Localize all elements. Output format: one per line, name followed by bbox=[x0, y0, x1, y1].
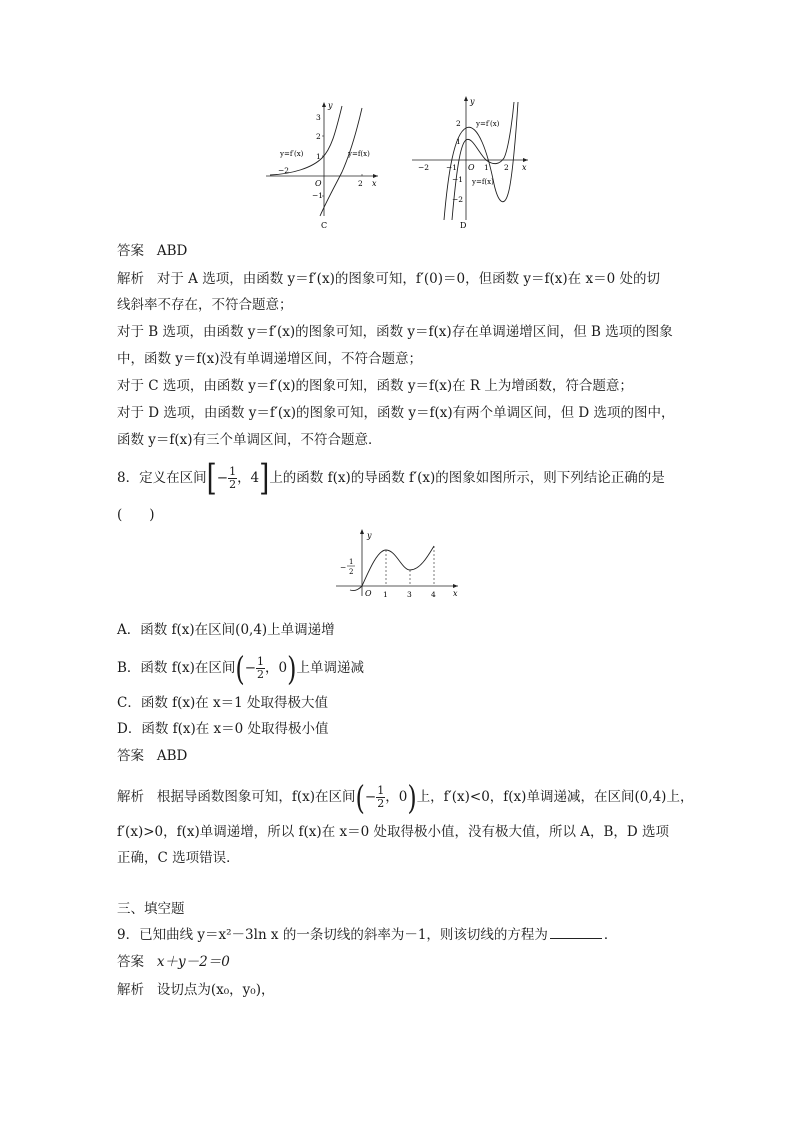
q7-analysis-line: 对于 D 选项，由函数 y＝f′(x)的图象可知，函数 y＝f(x)有两个单调区间，但 D 选项的图中， bbox=[117, 405, 675, 421]
curve-f-prime bbox=[350, 546, 434, 591]
fraction-num: 1 bbox=[377, 784, 385, 797]
q9-answer-row bbox=[117, 953, 230, 971]
q8-paren: ( ) bbox=[117, 507, 155, 523]
answer-value: x＋y－2＝0 bbox=[156, 954, 230, 970]
tick-x: 4 bbox=[431, 590, 436, 599]
figure-c bbox=[262, 98, 382, 232]
q8-stem-pre: 8．定义在区间 bbox=[117, 470, 207, 486]
q7-answer-row bbox=[117, 242, 187, 260]
option-c: C．函数 f(x)在 x＝1 处取得极大值 bbox=[117, 695, 329, 711]
q9-stem-pre: 9．已知曲线 y＝x²－3ln x 的一条切线的斜率为－1，则该切线的方程为 bbox=[117, 927, 548, 943]
y-axis-label: y bbox=[367, 531, 372, 540]
q9-analysis-row bbox=[117, 981, 274, 999]
fraction-num: 1 bbox=[229, 465, 237, 478]
fraction-num: 1 bbox=[257, 655, 265, 668]
origin-label: O bbox=[365, 589, 372, 598]
fraction-den: 2 bbox=[377, 797, 385, 810]
analysis-text: 根据导函数图象可知，f(x)在区间 bbox=[156, 789, 356, 805]
answer-label: 答案 bbox=[117, 954, 144, 970]
tick-x: 1 bbox=[383, 590, 388, 599]
x-axis-label: x bbox=[522, 163, 527, 172]
option-d: D．函数 f(x)在 x＝0 处取得极小值 bbox=[117, 721, 329, 737]
tick-y: 2 bbox=[316, 132, 321, 141]
fraction bbox=[256, 656, 265, 681]
interval-right: ，0 bbox=[265, 660, 288, 676]
option-b-post: 上单调递减 bbox=[296, 660, 365, 676]
analysis-text: 对于 A 选项，由函数 y＝f′(x)的图象可知，f′(0)＝0，但函数 y＝f(x)在 x＝0 处的切 bbox=[156, 271, 660, 287]
fraction bbox=[228, 466, 237, 491]
figure-q8 bbox=[334, 528, 464, 600]
x-axis-label: x bbox=[453, 589, 458, 598]
curve-label: y=f′(x) bbox=[476, 120, 500, 128]
curve-f bbox=[320, 108, 362, 216]
option-b-pre: B．函数 f(x)在区间 bbox=[117, 660, 236, 676]
minus-sign: − bbox=[364, 789, 377, 805]
analysis-label: 解析 bbox=[117, 789, 144, 805]
tick-x: −2 bbox=[278, 166, 290, 175]
minus-sign: − bbox=[244, 660, 257, 676]
tick-y-den: 2 bbox=[349, 568, 354, 576]
fraction bbox=[376, 785, 385, 810]
analysis-label: 解析 bbox=[117, 982, 144, 998]
tick-y-num: 1 bbox=[349, 558, 354, 566]
analysis-label: 解析 bbox=[117, 271, 144, 287]
q9-stem-post: ． bbox=[603, 927, 618, 943]
analysis-text: 设切点为(x₀，y₀)， bbox=[156, 982, 275, 998]
origin-label: O bbox=[315, 179, 322, 188]
figure-d bbox=[408, 94, 534, 232]
figure-label-d: D bbox=[460, 221, 467, 230]
curve-f-prime bbox=[270, 106, 342, 175]
curve-label: y=f′(x) bbox=[280, 150, 304, 158]
q9-stem bbox=[117, 926, 617, 944]
tick-y-minus: − bbox=[340, 563, 347, 572]
q7-analysis-line: 对于 B 选项，由函数 y＝f′(x)的图象可知，函数 y＝f(x)存在单调递增区间，但 B 选项的图象 bbox=[117, 324, 673, 340]
y-axis-label: y bbox=[470, 97, 475, 106]
interval-right: ，0 bbox=[385, 789, 408, 805]
answer-value: ABD bbox=[156, 748, 188, 764]
tick-x: −1 bbox=[446, 163, 458, 172]
tick-x: 2 bbox=[504, 163, 509, 172]
origin-label: O bbox=[468, 163, 475, 172]
figure-label-c: C bbox=[321, 221, 328, 230]
q8-analysis-line: 解析 根据导函数图象可知，f(x)在区间(− $\frac{1}{2}$ ，0)上，f′(x)<0，f(x)单调递减，在区间(0,4)上， bbox=[117, 778, 694, 817]
q8-stem: 8．定义在区间[− $\frac{1}{2}$ ，4]上的函数 f(x)的导函数 f′(x)的图象如图所示，则下列结论正确的是 bbox=[117, 458, 665, 499]
tick-x: 2 bbox=[358, 179, 363, 188]
tick-y: −2 bbox=[452, 195, 464, 204]
q7-analysis-line: 对于 C 选项，由函数 y＝f′(x)的图象可知，函数 y＝f(x)在 R 上为增函数，符合题意； bbox=[117, 378, 633, 394]
tick-x: 1 bbox=[484, 163, 489, 172]
option-a: A．函数 f(x)在区间(0,4)上单调递增 bbox=[117, 622, 335, 638]
tick-y: −1 bbox=[452, 175, 464, 184]
q8-stem-post: 上的函数 f(x)的导函数 f′(x)的图象如图所示，则下列结论正确的是 bbox=[269, 470, 665, 486]
q7-analysis-line bbox=[117, 270, 660, 288]
q7-analysis-line: 函数 y＝f(x)有三个单调区间，不符合题意． bbox=[117, 432, 382, 448]
tick-x: 3 bbox=[407, 590, 412, 599]
tick-y: 1 bbox=[456, 137, 461, 146]
answer-blank bbox=[550, 926, 602, 939]
tick-y: 2 bbox=[456, 119, 461, 128]
curve-label: y=f(x) bbox=[472, 178, 494, 186]
tick-y: 3 bbox=[316, 113, 321, 122]
fraction-den: 2 bbox=[257, 668, 265, 681]
q8-analysis-line: f′(x)>0，f(x)单调递增，所以 f(x)在 x＝0 处取得极小值，没有极大值，所以 A，B，D 选项 bbox=[117, 824, 670, 840]
answer-value: ABD bbox=[156, 243, 188, 259]
curve-label: y=f(x) bbox=[348, 150, 370, 158]
q7-analysis-line: 线斜率不存在，不符合题意； bbox=[117, 297, 293, 313]
answer-label: 答案 bbox=[117, 748, 144, 764]
tick-y: −1 bbox=[312, 191, 324, 200]
tick-y: 1 bbox=[316, 152, 321, 161]
interval-right: ，4 bbox=[237, 470, 260, 486]
q8-answer-row bbox=[117, 747, 187, 765]
fraction-den: 2 bbox=[229, 478, 237, 491]
section-title: 三、填空题 bbox=[117, 901, 185, 917]
analysis-text: 上，f′(x)<0，f(x)单调递减，在区间(0,4)上， bbox=[416, 789, 694, 805]
x-axis-label: x bbox=[372, 179, 377, 188]
q8-analysis-line: 正确，C 选项错误． bbox=[117, 850, 240, 866]
y-axis-label: y bbox=[328, 101, 333, 110]
tick-x: −2 bbox=[418, 163, 430, 172]
q7-analysis-line: 中，函数 y＝f(x)没有单调递增区间，不符合题意； bbox=[117, 351, 423, 367]
option-b: B．函数 f(x)在区间(− $\frac{1}{2}$ ，0)上单调递减 bbox=[117, 649, 365, 688]
answer-label: 答案 bbox=[117, 243, 144, 259]
minus-sign: − bbox=[216, 470, 229, 486]
